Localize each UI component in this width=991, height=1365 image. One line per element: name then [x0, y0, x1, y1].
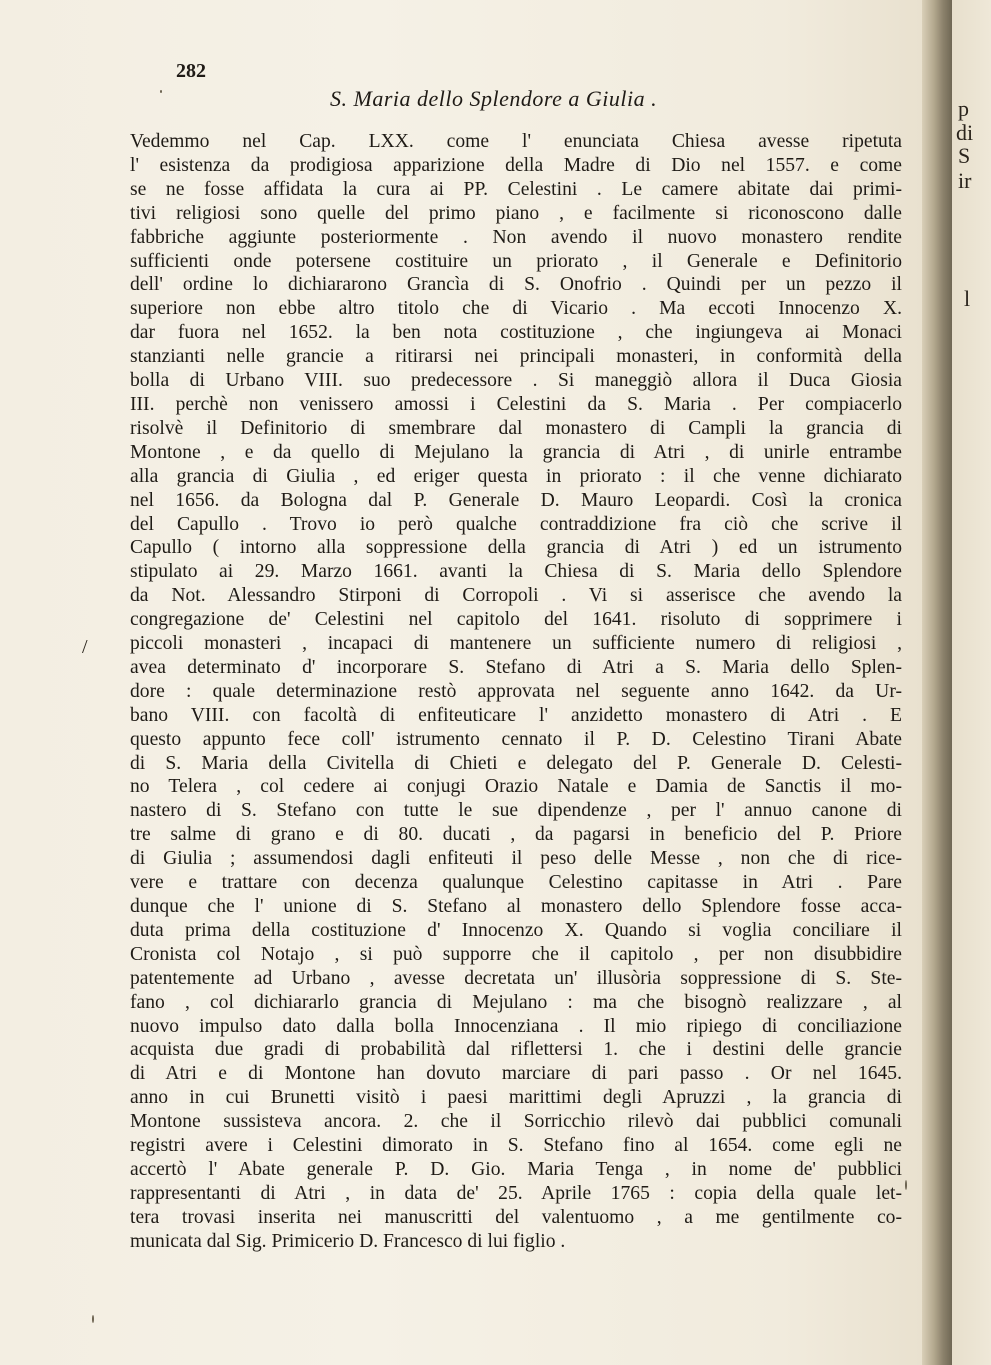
text-line: Montone sussisteva ancora. 2. che il Sorricchio rilevò dai pubblici comunali [130, 1111, 902, 1133]
text-line: fano , col dichiararlo grancia di Mejulano : ma che bisognò realizzare , al [130, 991, 902, 1013]
text-line: congregazione de' Celestini nel capitolo del 1641. risoluto di sopprimere i [130, 609, 902, 631]
text-line: stanzianti nelle grancie a ritirarsi nei principali monasteri, in conformità della [130, 346, 902, 368]
text-line: tivi religiosi sono quelle del primo piano , e facilmente si riconoscono dalle [130, 202, 902, 224]
text-line: piccoli monasteri , incapaci di mantenere un sufficiente numero di religiosi , [130, 633, 902, 655]
text-line: alla grancia di Giulia , ed eriger questa in priorato : il che venne dichiarato [130, 465, 902, 487]
text-line: vere e trattare con decenza qualunque Celestino capitasse in Atri . Pare [130, 872, 902, 894]
text-line: avea determinato d' incorporare S. Stefano di Atri a S. Maria dello Splen- [130, 656, 902, 678]
text-line: nuovo impulso dato dalla bolla Innocenziana . Il mio ripiego di conciliazione [130, 1015, 902, 1037]
text-line: no Telera , col cedere ai conjugi Orazio Natale e Damia de Sanctis il mo- [130, 776, 902, 798]
text-line: accertò l' Abate generale P. D. Gio. Maria Tenga , in nome de' pubblici [130, 1158, 902, 1180]
running-head: S. Maria dello Splendore a Giulia . [330, 86, 658, 111]
paper-speck [92, 1315, 94, 1323]
text-line: di Giulia ; assumendosi dagli enfiteuti il peso delle Messe , non che di rice- [130, 848, 902, 870]
text-line: nel 1656. da Bologna dal P. Generale D. Mauro Leopardi. Così la cronica [130, 489, 902, 511]
book-gutter [922, 0, 952, 1365]
text-line: se ne fosse affidata la cura ai PP. Celestini . Le camere abitate dai primi- [130, 178, 902, 200]
text-line: patentemente ad Urbano , avesse decretata un' illusòria soppressione di S. Ste- [130, 967, 902, 989]
text-line: stipulato ai 29. Marzo 1661. avanti la Chiesa di S. Maria dello Splendore [130, 561, 902, 583]
text-line: duta prima della costituzione d' Innocenzo X. Quando si voglia conciliare il [130, 919, 902, 941]
text-line: questo appunto fece coll' istrumento cennato il P. D. Celestino Tirani Abate [130, 728, 902, 750]
text-line: Vedemmo nel Cap. LXX. come l' enunciata Chiesa avesse ripetuta [130, 131, 902, 152]
text-line: tera trovasi inserita nei manuscritti del valentuomo , a me gentilmente co- [130, 1206, 902, 1228]
text-line: dore : quale determinazione restò approvata nel seguente anno 1642. da Ur- [130, 680, 902, 702]
text-line: anno in cui Brunetti visitò i paesi marittimi degli Apruzzi , la grancia di [130, 1087, 902, 1109]
facing-page-fragment: ir [958, 168, 972, 193]
text-line: del Capullo . Trovo io però qualche contraddizione fra ciò che scrive il [130, 513, 902, 535]
paper-speck [905, 1180, 907, 1190]
page-number: 282 [176, 60, 206, 82]
facing-page-fragment: S [958, 143, 971, 168]
text-line: superiore non ebbe altro titolo che di Vicario . Ma eccoti Innocenzo X. [130, 298, 902, 320]
facing-page-fragment: di [956, 120, 974, 145]
text-line: da Not. Alessandro Stirponi di Corropoli . Vi si asserisce che avendo la [130, 585, 902, 607]
text-line: risolvè il Definitorio di smembrare dal monastero di Campli la grancia di [130, 417, 902, 439]
text-line: Montone , e da quello di Mejulano la grancia di Atri , di unirle entrambe [130, 441, 902, 463]
text-line: bolla di Urbano VIII. suo predecessore . Si maneggiò allora il Duca Giosia [130, 370, 902, 392]
paper-speck [160, 90, 162, 93]
text-line: dunque che l' unione di S. Stefano al monastero dello Splendore fosse acca- [130, 896, 902, 917]
facing-page-fragment: p [958, 96, 969, 121]
text-line: Cronista col Notajo , si può supporre che il capitolo , per non disubbidire [130, 943, 902, 965]
text-line: di S. Maria della Civitella di Chieti e delegato del P. Generale D. Celesti- [130, 752, 902, 774]
text-line: municata dal Sig. Primicerio D. Francesco di lui figlio . [130, 1230, 566, 1252]
facing-page-edge [952, 0, 991, 1365]
text-line: dell' ordine lo dichiararono Grancìa di S. Onofrio . Quindi per un pezzo il [130, 274, 902, 296]
text-line: fabbriche aggiunte posteriormente . Non avendo il nuovo monastero rendite [130, 226, 902, 248]
text-line: dar fuora nel 1652. la ben nota costituzione , che ingiungeva ai Monaci [130, 322, 902, 344]
text-line: sufficienti onde potersene costituire un priorato , il Generale e Definitorio [130, 250, 902, 272]
text-line: rappresentanti di Atri , in data de' 25. Aprile 1765 : copia della quale let- [130, 1182, 902, 1204]
text-line: registri avere i Celestini dimorato in S. Stefano fino al 1654. come egli ne [130, 1135, 902, 1157]
text-line: tre salme di grano e di 80. ducati , da pagarsi in beneficio del P. Priore [130, 824, 902, 846]
margin-mark: / [82, 636, 88, 658]
text-line: l' esistenza da prodigiosa apparizione della Madre di Dio nel 1557. e come [130, 154, 902, 176]
text-line: nastero di S. Stefano con tutte le sue dipendenze , per l' annuo canone di [130, 800, 902, 822]
body-text [130, 130, 902, 1254]
text-line: acquista due gradi di probabilità dal riflettersi 1. che i destini delle grancie [130, 1039, 902, 1061]
text-line: di Atri e di Montone han dovuto marciare di pari passo . Or nel 1645. [130, 1063, 902, 1085]
facing-page-fragment: l [964, 286, 971, 311]
text-line: Capullo ( intorno alla soppressione della grancia di Atri ) ed un istrumento [130, 537, 902, 559]
text-line: bano VIII. con facoltà di enfiteuticare l' anzidetto monastero di Atri . E [130, 704, 902, 726]
text-line: III. perchè non venissero amossi i Celestini da S. Maria . Per compiacerlo [130, 393, 902, 415]
